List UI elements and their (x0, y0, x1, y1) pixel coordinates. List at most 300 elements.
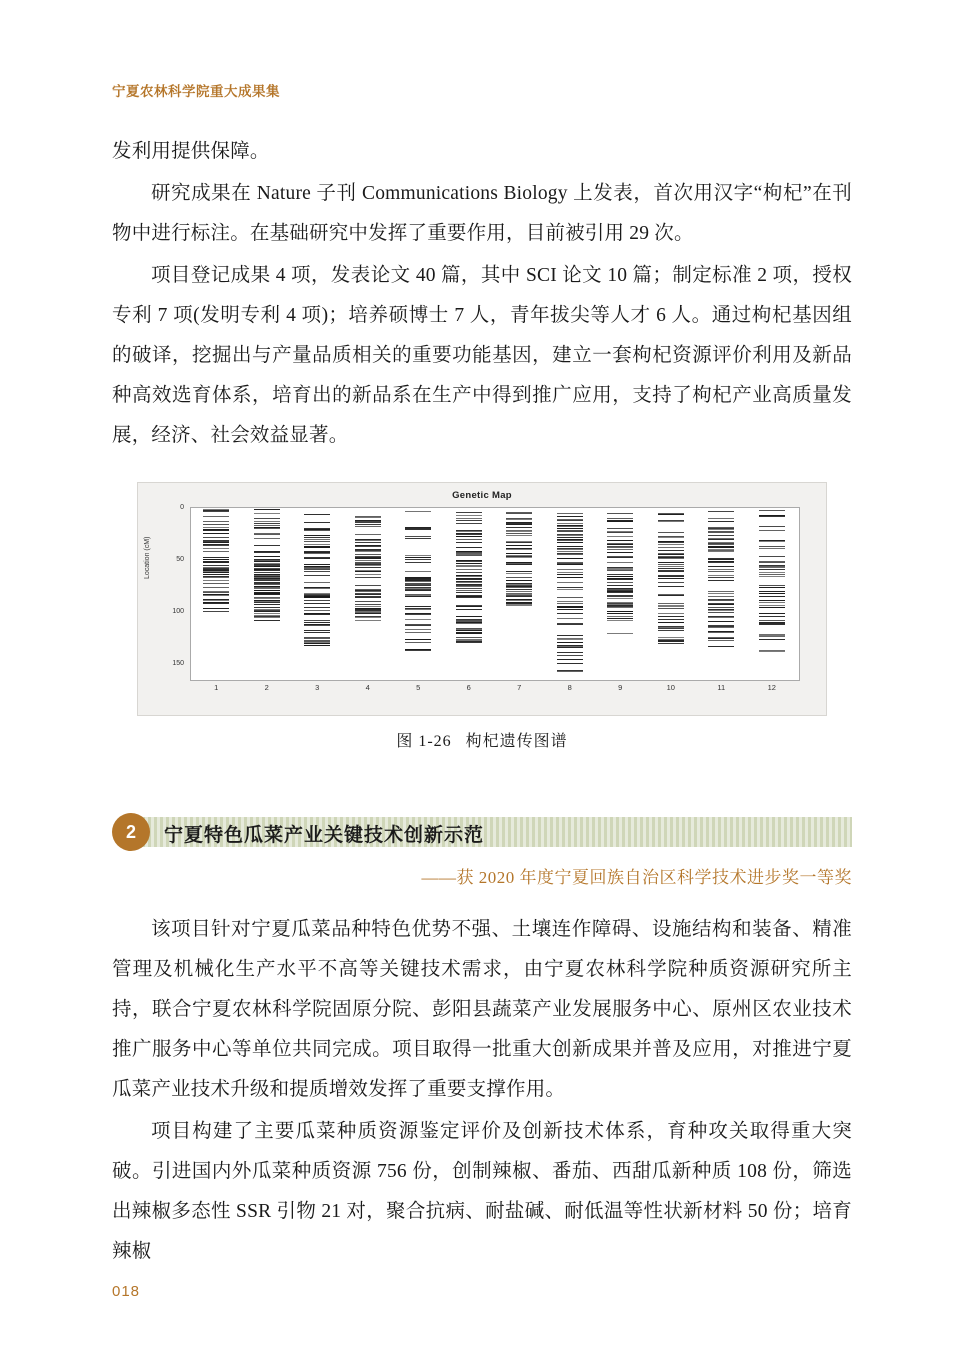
marker-band (304, 614, 330, 615)
marker-band (607, 613, 633, 614)
marker-band (557, 549, 583, 550)
chart-xtick: 11 (717, 683, 726, 692)
marker-band (557, 607, 583, 608)
marker-band (658, 637, 684, 638)
marker-band (456, 597, 482, 598)
marker-band (355, 604, 381, 605)
marker-band (203, 574, 229, 575)
marker-band (506, 603, 532, 604)
marker-band (759, 613, 785, 614)
marker-band (304, 575, 330, 576)
marker-band (759, 526, 785, 527)
marker-band (708, 542, 734, 543)
marker-band (304, 552, 330, 553)
marker-band (708, 621, 734, 622)
section-title: 宁夏特色瓜菜产业关键技术创新示范 (164, 825, 485, 846)
marker-band (557, 577, 583, 578)
chromosome-column (405, 508, 431, 678)
marker-band (355, 574, 381, 575)
marker-band (355, 616, 381, 617)
marker-band (405, 571, 431, 572)
marker-band (557, 574, 583, 575)
marker-band (355, 522, 381, 523)
paragraph: 该项目针对宁夏瓜菜品种特色优势不强、土壤连作障碍、设施结构和装备、精准管理及机械化生产水平不高等关键技术需求，由宁夏农林科学院种质资源研究所主持，联合宁夏农林科学院固原分院、彭阳县蔬菜产业发展服务中心、原州区农业技术推广服务中心等单位共同完成。项目取得一批重大创新成果并普及应用，对推进宁夏瓜菜产业技术升级和提质增效发挥了重要支撑作用。 (112, 919, 852, 1100)
chart-title: Genetic Map (452, 490, 512, 501)
marker-band (355, 554, 381, 555)
marker-band (254, 620, 280, 621)
chromosome-column (607, 508, 633, 678)
marker-band (355, 517, 381, 518)
paragraph: 研究成果在 Nature 子刊 Communications Biology 上发表，首次用汉字“枸杞”在刊物中进行标注。在基础研究中发挥了重要作用，目前被引用 29 次。 (112, 183, 852, 244)
marker-band (658, 622, 684, 623)
marker-band (203, 524, 229, 525)
marker-band (607, 620, 633, 621)
marker-band (456, 575, 482, 576)
marker-band (658, 514, 684, 515)
chromosome-column (304, 508, 330, 678)
marker-band (607, 549, 633, 550)
marker-band (405, 606, 431, 607)
chart-ytick: 100 (172, 608, 184, 615)
marker-band (254, 586, 280, 587)
marker-band (557, 597, 583, 598)
marker-band (708, 617, 734, 618)
marker-band (254, 598, 280, 599)
marker-band (557, 589, 583, 590)
marker-band (607, 604, 633, 605)
chart-xtick: 7 (517, 683, 522, 692)
marker-band (203, 559, 229, 560)
marker-band (456, 515, 482, 516)
marker-band (607, 576, 633, 577)
marker-band (506, 591, 532, 592)
marker-band (658, 640, 684, 641)
marker-band (658, 586, 684, 587)
marker-band (759, 591, 785, 592)
marker-band (607, 633, 633, 634)
chromosome-column (557, 508, 583, 678)
marker-band (405, 559, 431, 560)
marker-band (708, 550, 734, 551)
marker-band (708, 609, 734, 610)
marker-band (708, 518, 734, 519)
marker-band (254, 523, 280, 524)
marker-band (557, 671, 583, 672)
marker-band (506, 604, 532, 605)
marker-band (355, 577, 381, 578)
marker-band (607, 567, 633, 568)
marker-band (759, 516, 785, 517)
chromosome-column (355, 508, 381, 678)
marker-band (506, 531, 532, 532)
marker-band (203, 599, 229, 600)
marker-band (405, 614, 431, 615)
marker-band (557, 531, 583, 532)
marker-band (355, 567, 381, 568)
marker-band (557, 639, 583, 640)
marker-band (254, 582, 280, 583)
marker-band (405, 588, 431, 589)
marker-band (708, 596, 734, 597)
marker-band (708, 539, 734, 540)
marker-band (203, 565, 229, 566)
marker-band (658, 557, 684, 558)
marker-band (759, 639, 785, 640)
marker-band (456, 566, 482, 567)
marker-band (456, 586, 482, 587)
marker-band (304, 522, 330, 523)
marker-band (304, 514, 330, 515)
marker-band (456, 639, 482, 640)
marker-band (203, 548, 229, 549)
marker-band (203, 537, 229, 538)
marker-band (607, 521, 633, 522)
marker-band (557, 642, 583, 643)
marker-band (355, 620, 381, 621)
marker-band (304, 588, 330, 589)
marker-band (304, 568, 330, 569)
marker-band (405, 596, 431, 597)
marker-band (607, 585, 633, 586)
chart-xtick: 2 (264, 683, 269, 692)
marker-band (557, 609, 583, 610)
marker-band (203, 608, 229, 609)
marker-band (658, 608, 684, 609)
marker-band (355, 597, 381, 598)
marker-band (658, 547, 684, 548)
marker-band (506, 545, 532, 546)
marker-band (557, 635, 583, 636)
marker-band (557, 520, 583, 521)
marker-band (607, 518, 633, 519)
marker-band (355, 593, 381, 594)
chart-ytick: 50 (176, 556, 184, 563)
marker-band (506, 596, 532, 597)
marker-band (759, 624, 785, 625)
marker-band (203, 591, 229, 592)
marker-band (506, 519, 532, 520)
marker-band (708, 551, 734, 552)
marker-band (506, 600, 532, 601)
marker-band (658, 513, 684, 514)
marker-band (708, 544, 734, 545)
marker-band (607, 552, 633, 553)
marker-band (203, 521, 229, 522)
marker-band (607, 589, 633, 590)
marker-band (557, 582, 583, 583)
marker-band (607, 532, 633, 533)
marker-band (708, 580, 734, 581)
marker-band (254, 617, 280, 618)
chart-xtick: 1 (214, 683, 219, 692)
marker-band (708, 637, 734, 638)
chart-xtick: 9 (618, 683, 623, 692)
marker-band (304, 539, 330, 540)
marker-band (203, 551, 229, 552)
figure (112, 482, 852, 751)
marker-band (658, 542, 684, 543)
marker-band (506, 542, 532, 543)
marker-band (607, 618, 633, 619)
marker-band (557, 513, 583, 514)
marker-band (607, 513, 633, 514)
marker-band (456, 578, 482, 579)
marker-band (557, 624, 583, 625)
marker-band (759, 548, 785, 549)
marker-band (254, 561, 280, 562)
marker-band (203, 533, 229, 534)
marker-band (304, 529, 330, 530)
paragraph: 项目构建了主要瓜菜种质资源鉴定评价及创新技术体系，育种攻关取得重大突破。引进国内外瓜菜种质资源 756 份，创制辣椒、番茄、西甜瓜新种质 108 份，筛选出辣椒多态性 SSR 引物 21 对，聚合抗病、耐盐碱、耐低温等性状新材料 50 份；培育辣椒 (112, 1121, 852, 1262)
marker-band (708, 547, 734, 548)
marker-band (557, 540, 583, 541)
marker-band (557, 551, 583, 552)
marker-band (254, 579, 280, 580)
marker-band (355, 570, 381, 571)
marker-band (355, 610, 381, 611)
marker-band (557, 655, 583, 656)
marker-band (355, 589, 381, 590)
marker-band (759, 556, 785, 557)
marker-band (658, 544, 684, 545)
marker-band (557, 516, 583, 517)
marker-band (203, 540, 229, 541)
marker-band (658, 541, 684, 542)
marker-band (506, 577, 532, 578)
marker-band (708, 612, 734, 613)
marker-band (355, 539, 381, 540)
marker-band (557, 539, 583, 540)
running-head: 宁夏农林科学院重大成果集 (112, 84, 280, 99)
marker-band (759, 593, 785, 594)
genetic-map-chart (137, 482, 827, 716)
section-header (112, 813, 852, 851)
section-award-line: ——获 2020 年度宁夏回族自治区科学技术进步奖一等奖 (421, 868, 852, 887)
chromosome-column (456, 508, 482, 678)
chromosome-column (506, 508, 532, 678)
marker-band (708, 577, 734, 578)
chart-xtick: 10 (666, 683, 675, 692)
marker-band (254, 566, 280, 567)
marker-band (254, 613, 280, 614)
marker-band (506, 548, 532, 549)
marker-band (304, 537, 330, 538)
marker-band (708, 532, 734, 533)
marker-band (456, 520, 482, 521)
marker-band (304, 600, 330, 601)
marker-band (658, 641, 684, 642)
marker-band (405, 536, 431, 537)
marker-band (405, 538, 431, 539)
marker-band (203, 587, 229, 588)
marker-band (557, 558, 583, 559)
marker-band (254, 528, 280, 529)
marker-band (203, 583, 229, 584)
marker-band (658, 619, 684, 620)
marker-band (607, 605, 633, 606)
marker-band (506, 573, 532, 574)
marker-band (506, 553, 532, 554)
marker-band (203, 527, 229, 528)
marker-band (254, 587, 280, 588)
chart-xtick: 4 (365, 683, 370, 692)
marker-band (254, 552, 280, 553)
marker-band (557, 623, 583, 624)
marker-band (203, 561, 229, 562)
marker-band (557, 603, 583, 604)
marker-band (708, 638, 734, 639)
marker-band (304, 625, 330, 626)
marker-band (456, 536, 482, 537)
marker-band (658, 537, 684, 538)
marker-band (557, 523, 583, 524)
marker-band (203, 577, 229, 578)
marker-band (405, 619, 431, 620)
marker-band (304, 610, 330, 611)
marker-band (759, 569, 785, 570)
marker-band (759, 636, 785, 637)
marker-band (355, 526, 381, 527)
marker-band (456, 523, 482, 524)
marker-band (456, 620, 482, 621)
page-number: 018 (112, 1283, 141, 1300)
paragraph: 项目登记成果 4 项，发表论文 40 篇，其中 SCI 论文 10 篇；制定标准 2 项，授权专利 7 项(发明专利 4 项)；培养硕博士 7 人，青年拔尖等人才 6 人。通过枸杞基因组的破译，挖掘出与产量品质相关的重要功能基因，建立一套枸杞资源评价利用及新品种高效选育体系，培育出的新品系在生产中得到推广应用，支持了枸杞产业高质量发展，经济、社会效益显著。 (112, 265, 852, 446)
marker-band (304, 544, 330, 545)
chromosome-column (658, 508, 684, 678)
marker-band (254, 604, 280, 605)
marker-band (658, 595, 684, 596)
marker-band (355, 534, 381, 535)
marker-band (456, 629, 482, 630)
marker-band (557, 542, 583, 543)
marker-band (254, 597, 280, 598)
marker-band (708, 575, 734, 576)
marker-band (708, 616, 734, 617)
marker-band (708, 640, 734, 641)
marker-band (304, 528, 330, 529)
marker-band (355, 608, 381, 609)
marker-band (304, 637, 330, 638)
marker-band (506, 587, 532, 588)
marker-band (254, 563, 280, 564)
marker-band (557, 601, 583, 602)
marker-band (759, 605, 785, 606)
marker-band (405, 590, 431, 591)
marker-band (658, 566, 684, 567)
marker-band (456, 616, 482, 617)
marker-band (355, 562, 381, 563)
marker-band (405, 642, 431, 643)
chart-ylabel: Location (cM) (144, 536, 151, 579)
marker-band (708, 571, 734, 572)
marker-band (456, 533, 482, 534)
marker-band (759, 587, 785, 588)
marker-band (759, 620, 785, 621)
marker-band (355, 546, 381, 547)
figure-number: 图 1-26 (396, 733, 452, 750)
marker-band (456, 551, 482, 552)
marker-band (658, 630, 684, 631)
marker-band (456, 633, 482, 634)
marker-band (506, 524, 532, 525)
marker-band (355, 557, 381, 558)
marker-band (557, 548, 583, 549)
marker-band (203, 580, 229, 581)
marker-band (506, 557, 532, 558)
marker-band (456, 561, 482, 562)
marker-band (658, 627, 684, 628)
marker-band (557, 663, 583, 664)
marker-band (456, 581, 482, 582)
marker-band (254, 545, 280, 546)
marker-band (355, 613, 381, 614)
marker-band (355, 549, 381, 550)
marker-band (658, 613, 684, 614)
marker-band (557, 525, 583, 526)
marker-band (355, 550, 381, 551)
marker-band (304, 642, 330, 643)
marker-band (708, 569, 734, 570)
marker-band (658, 562, 684, 563)
marker-band (557, 537, 583, 538)
marker-band (304, 622, 330, 623)
marker-band (355, 520, 381, 521)
marker-band (759, 607, 785, 608)
marker-band (658, 532, 684, 533)
marker-band (304, 645, 330, 646)
marker-band (607, 536, 633, 537)
marker-band (405, 649, 431, 650)
marker-band (456, 560, 482, 561)
marker-band (759, 596, 785, 597)
marker-band (405, 639, 431, 640)
marker-band (506, 571, 532, 572)
marker-band (607, 579, 633, 580)
chromosome-column (759, 508, 785, 678)
chart-ytick: 0 (180, 504, 184, 511)
marker-band (405, 632, 431, 633)
marker-band (456, 592, 482, 593)
marker-band (658, 616, 684, 617)
marker-band (607, 598, 633, 599)
marker-band (304, 587, 330, 588)
marker-band (254, 525, 280, 526)
marker-band (557, 572, 583, 573)
marker-band (708, 566, 734, 567)
chart-xtick: 8 (567, 683, 572, 692)
marker-band (254, 611, 280, 612)
chart-xtick: 5 (416, 683, 421, 692)
marker-band (607, 562, 633, 563)
marker-band (708, 511, 734, 512)
marker-band (254, 538, 280, 539)
marker-band (405, 585, 431, 586)
marker-band (456, 642, 482, 643)
marker-band (405, 562, 431, 563)
marker-band (456, 588, 482, 589)
marker-band (759, 541, 785, 542)
marker-band (759, 651, 785, 652)
marker-band (557, 569, 583, 570)
page-content (112, 132, 852, 1274)
marker-band (456, 582, 482, 583)
marker-band (254, 576, 280, 577)
marker-band (759, 576, 785, 577)
marker-band (203, 542, 229, 543)
marker-band (506, 586, 532, 587)
marker-band (254, 518, 280, 519)
marker-band (203, 545, 229, 546)
